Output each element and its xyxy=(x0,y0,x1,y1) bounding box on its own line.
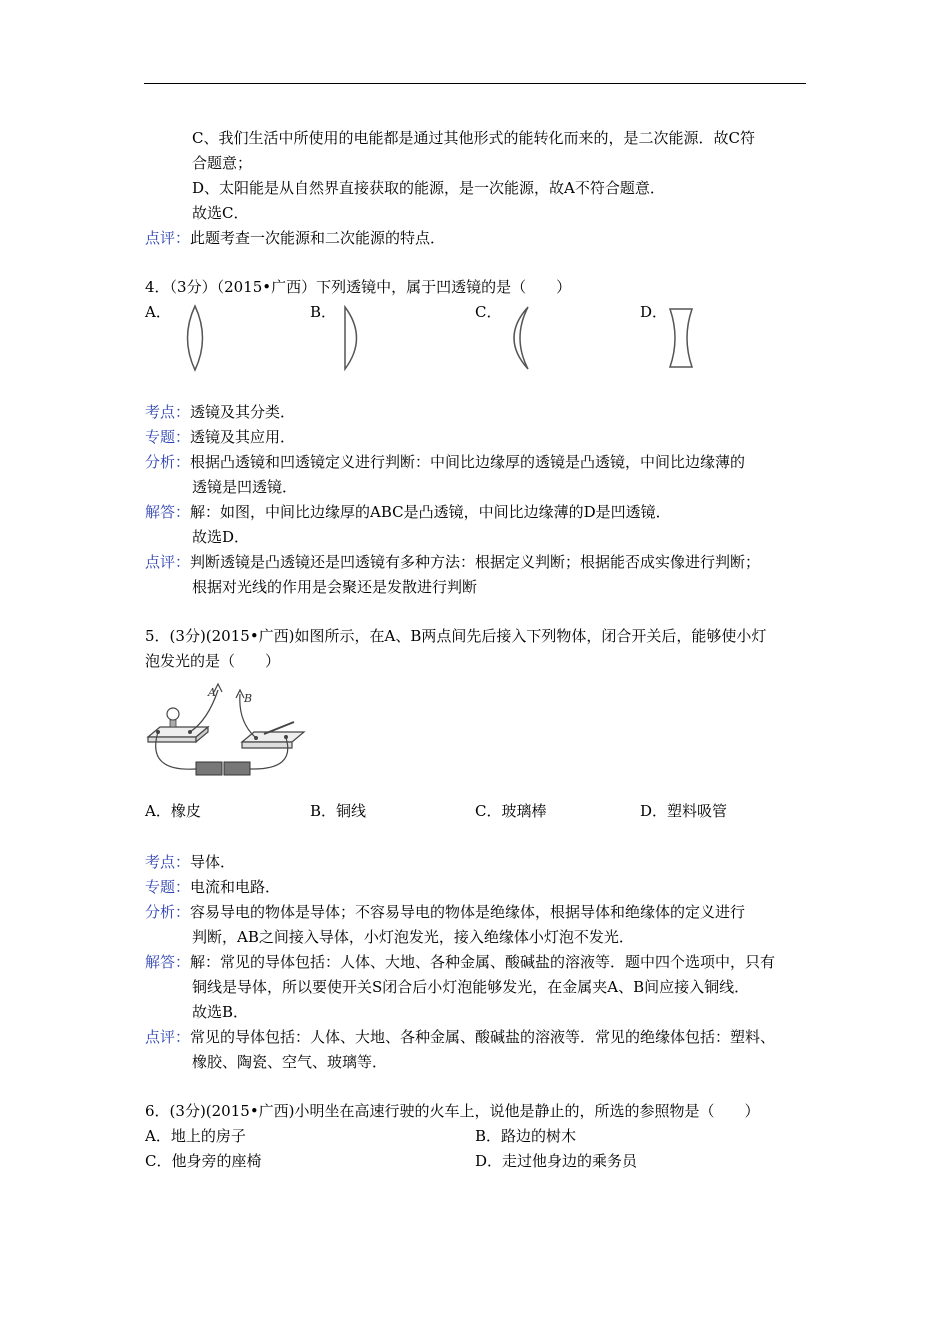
header-rule xyxy=(144,83,806,84)
q5-option-b: B．铜线 xyxy=(310,802,367,820)
q5-dianping-cont: 橡胶、陶瓷、空气、玻璃等． xyxy=(192,1053,388,1071)
q4-jieda-cont: 故选D． xyxy=(192,528,250,546)
q5-zhuanti: 专题：电流和电路． xyxy=(145,878,281,896)
q3-answer-c-line1: C、我们生活中所使用的电能都是通过其他形式的能转化而来的，是二次能源．故C符 xyxy=(192,129,755,147)
q3-answer-d: D、太阳能是从自然界直接获取的能源，是一次能源，故A不符合题意． xyxy=(192,179,665,197)
q5-fenxi: 分析：容易导电的物体是导体；不容易导电的物体是绝缘体，根据导体和绝缘体的定义进行 xyxy=(145,903,746,921)
q6-option-a: A．地上的房子 xyxy=(145,1127,246,1145)
q5-jieda: 解答：解：常见的导体包括：人体、大地、各种金属、酸碱盐的溶液等．题中四个选项中，只有 xyxy=(145,953,776,971)
q4-option-d: D． xyxy=(640,303,668,321)
label-a: A xyxy=(208,686,216,699)
q4-dianping-cont: 根据对光线的作用是会聚还是发散进行判断 xyxy=(192,578,478,596)
q4-stem: 4．（3分）（2015•广西）下列透镜中，属于凹透镜的是（ ） xyxy=(145,278,572,296)
comment-label: 点评： xyxy=(145,229,191,247)
q6-stem: 6．(3分)(2015•广西)小明坐在高速行驶的火车上，说他是静止的，所选的参照物是（ ） xyxy=(145,1102,760,1120)
q5-kaodian: 考点：导体． xyxy=(145,853,236,871)
plano-convex-lens-figure xyxy=(340,303,370,373)
meniscus-lens-figure xyxy=(500,303,535,373)
q5-dianping: 点评：常见的导体包括：人体、大地、各种金属、酸碱盐的溶液等．常见的绝缘体包括：塑料、 xyxy=(145,1028,776,1046)
q5-option-c: C．玻璃棒 xyxy=(475,802,547,820)
q3-comment xyxy=(145,228,445,248)
q4-fenxi: 分析：根据凸透镜和凹透镜定义进行判断：中间比边缘厚的透镜是凸透镜，中间比边缘薄的 xyxy=(145,453,746,471)
q4-option-b: B． xyxy=(310,303,337,321)
q5-stem-line1: 5．(3分)(2015•广西)如图所示，在A、B两点间先后接入下列物体，闭合开关后，能够使小灯 xyxy=(145,627,767,645)
label-b: B xyxy=(244,692,253,705)
q4-option-c: C． xyxy=(475,303,502,321)
q6-option-b: B．路边的树木 xyxy=(475,1127,577,1145)
q4-jieda: 解答：解：如图，中间比边缘厚的ABC是凸透镜，中间比边缘薄的D是凹透镜． xyxy=(145,503,671,521)
circuit-diagram-figure xyxy=(146,682,306,782)
q4-option-a: A． xyxy=(145,303,171,321)
q6-option-d: D．走过他身边的乘务员 xyxy=(475,1152,638,1170)
q3-choice: 故选C． xyxy=(192,204,249,222)
q5-option-a: A．橡皮 xyxy=(145,802,201,820)
q5-stem-line2: 泡发光的是（ ） xyxy=(145,652,281,670)
q4-kaodian: 考点：透镜及其分类． xyxy=(145,403,296,421)
biconcave-lens-figure xyxy=(665,305,697,371)
q5-jieda-choice: 故选B． xyxy=(192,1003,249,1021)
q6-option-c: C．他身旁的座椅 xyxy=(145,1152,262,1170)
q3-answer-c-line2: 合题意； xyxy=(192,154,253,172)
comment-text: 此题考查一次能源和二次能源的特点． xyxy=(190,229,446,247)
q4-zhuanti: 专题：透镜及其应用． xyxy=(145,428,296,446)
q5-jieda-cont: 铜线是导体，所以要使开关S闭合后小灯泡能够发光，在金属夹A、B间应接入铜线． xyxy=(192,978,750,996)
q4-dianping: 点评：判断透镜是凸透镜还是凹透镜有多种方法：根据定义判断；根据能否成实像进行判断； xyxy=(145,553,761,571)
q4-fenxi-cont: 透镜是凹透镜． xyxy=(192,478,298,496)
biconvex-lens-figure xyxy=(180,303,210,373)
q5-option-d: D．塑料吸管 xyxy=(640,802,728,820)
q5-fenxi-cont: 判断，AB之间接入导体，小灯泡发光，接入绝缘体小灯泡不发光． xyxy=(192,928,634,946)
